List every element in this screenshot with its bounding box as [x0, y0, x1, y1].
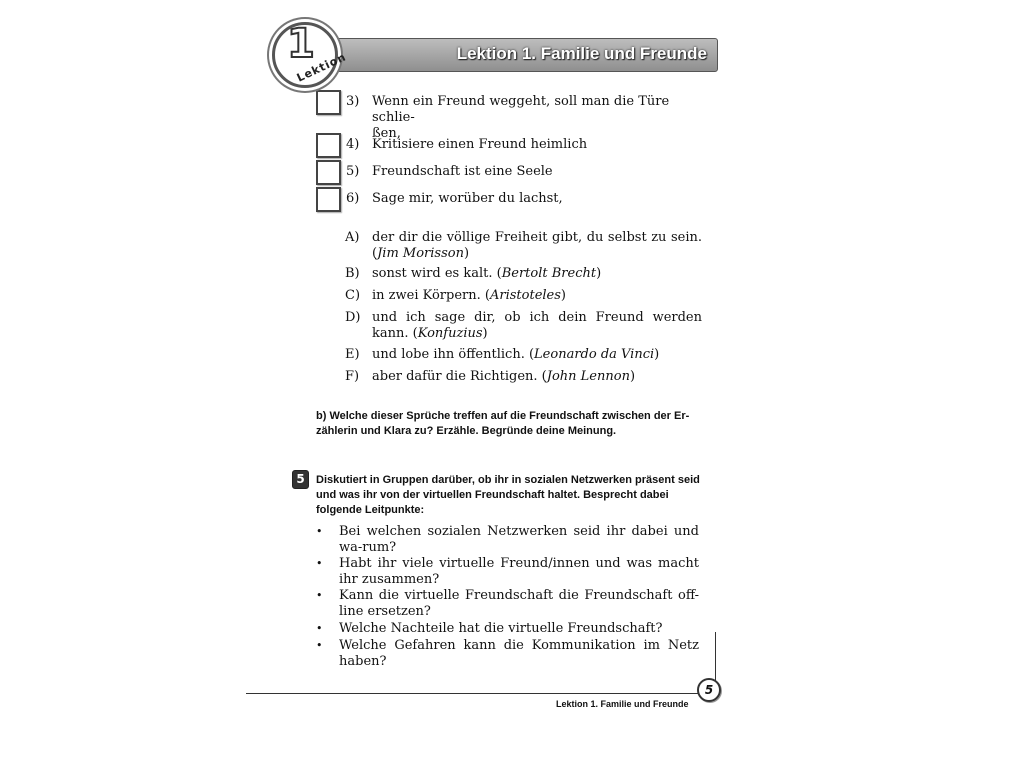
bullet-dot: • [316, 639, 323, 652]
bullet-text: Welche Nachteile hat die virtuelle Freundschaft? [339, 621, 663, 636]
option-letter: D) [345, 310, 361, 325]
option-author: Bertolt Brecht [501, 266, 597, 281]
option-letter: C) [345, 288, 361, 303]
task-5-instruction: Diskutiert in Gruppen darüber, ob ihr in sozialen Netzwerken präsent seid und was ihr von der virtuellen Freundschaft haltet. Besprecht dabei folgende Leitpunkte: [316, 474, 700, 516]
lesson-badge-number: 1 [287, 21, 315, 67]
bullet-text: Habt ihr viele virtuelle Freund/innen und was macht ihr zusammen? [339, 556, 699, 587]
option-text: aber dafür die Richtigen. (John Lennon) [372, 369, 636, 384]
footer-rule [246, 693, 702, 694]
item-text: Kritisiere einen Freund heimlich [372, 137, 588, 152]
item-text: Sage mir, worüber du lachst, [372, 191, 563, 206]
bullet-dot: • [316, 622, 323, 635]
lesson-badge-word: Lektion [294, 50, 349, 85]
option-text: und ich sage dir, ob ich dein Freund werden kann. (Konfuzius) [372, 310, 702, 341]
option-letter: A) [345, 230, 360, 245]
bullet-text: Bei welchen sozialen Netzwerken seid ihr dabei und wa-rum? [339, 524, 699, 555]
page-title: Lektion 1. Familie und Freunde [456, 44, 707, 63]
option-text: in zwei Körpern. (Aristoteles) [372, 288, 566, 303]
item-text: Wenn ein Freund weggeht, soll man die Türe schlie- ßen, [372, 94, 670, 141]
margin-rule [715, 632, 716, 684]
task-number-badge: 5 [292, 470, 309, 489]
task-b-instruction: b) Welche dieser Sprüche treffen auf die Freundschaft zwischen der Er-zählerin und Klara zu? Erzähle. Begründe deine Meinung. [316, 410, 690, 437]
option-author: Jim Morisson [377, 246, 464, 261]
option-text: der dir die völlige Freiheit gibt, du selbst zu sein. (Jim Morisson) [372, 230, 702, 261]
bullet-dot: • [316, 525, 323, 538]
option-letter: B) [345, 266, 360, 281]
answer-checkbox[interactable] [316, 90, 341, 115]
header-bar [318, 38, 718, 72]
bullet-text: Kann die virtuelle Freundschaft die Freundschaft off-line ersetzen? [339, 588, 699, 619]
answer-checkbox[interactable] [316, 160, 341, 185]
bullet-text: Welche Gefahren kann die Kommunikation im Netz haben? [339, 638, 699, 669]
answer-checkbox[interactable] [316, 133, 341, 158]
option-author: Konfuzius [417, 326, 483, 341]
footer-title: Lektion 1. Familie und Freunde [556, 699, 689, 709]
option-author: Leonardo da Vinci [534, 347, 655, 362]
bullet-dot: • [316, 589, 323, 602]
answer-checkbox[interactable] [316, 187, 341, 212]
option-author: Aristoteles [489, 288, 561, 303]
option-text: und lobe ihn öffentlich. (Leonardo da Vinci) [372, 347, 660, 362]
option-text: sonst wird es kalt. (Bertolt Brecht) [372, 266, 602, 281]
item-number: 3) [346, 94, 360, 109]
item-number: 4) [346, 137, 360, 152]
option-letter: F) [345, 369, 360, 384]
option-author: John Lennon [546, 369, 630, 384]
page-number: 5 [697, 678, 721, 702]
bullet-dot: • [316, 557, 323, 570]
item-text: Freundschaft ist eine Seele [372, 164, 553, 179]
item-number: 6) [346, 191, 360, 206]
lesson-badge [272, 21, 349, 88]
item-number: 5) [346, 164, 360, 179]
option-letter: E) [345, 347, 360, 362]
